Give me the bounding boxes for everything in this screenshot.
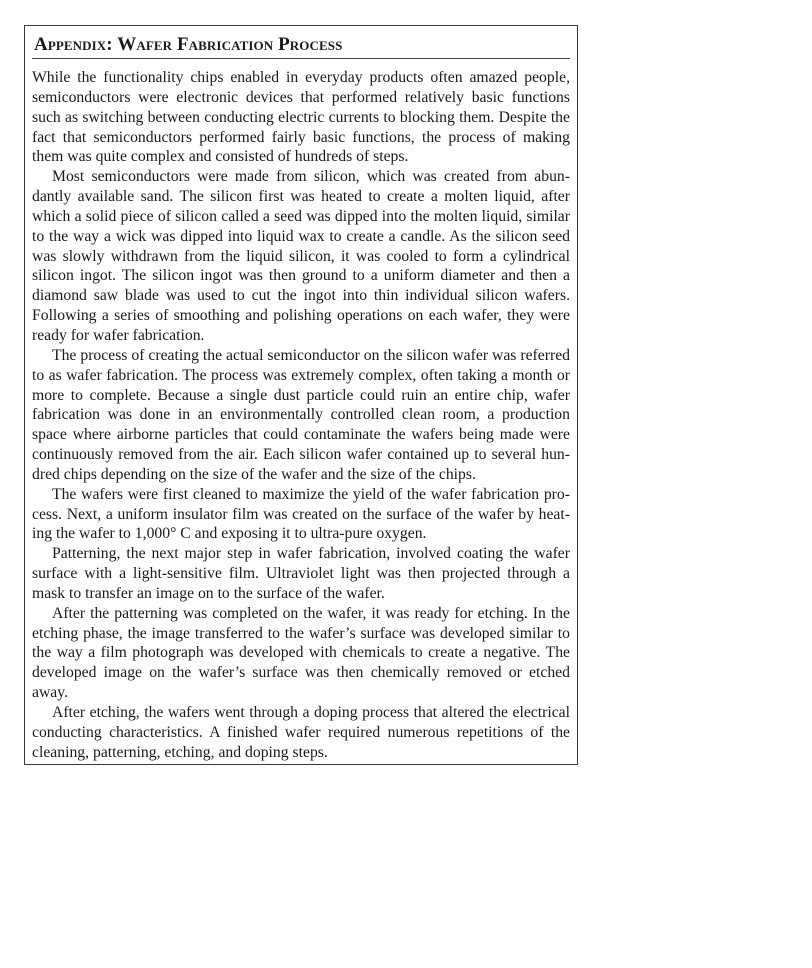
paragraph-cleaning: The wafers were first cleaned to maximize the yield of the wafer fabrication process. Next, a uniform insulator film was created on the surface of the wafer by heating the wafer to 1,000° C and exposing it to ultra-pure oxygen. [32,485,570,543]
appendix-body [32,68,570,763]
appendix-title: Appendix: Wafer Fabrication Process [32,34,570,59]
appendix-box [24,25,578,765]
paragraph-intro: While the functionality chips enabled in everyday products often amazed people, semiconductors were electronic devices that performed relatively basic functions such as switching between conducting electric currents to blocking them. Despite the fact that semiconductors performed fairly basic functions, the process of making them was quite complex and consisted of hundreds of steps. [32,69,570,166]
paragraph-patterning: Patterning, the next major step in wafer fabrication, involved coating the wafer surface with a light-sensitive film. Ultraviolet light was then projected through a mask to transfer an image on to the surface of the wafer. [32,545,570,602]
paragraph-silicon-ingot: Most semiconductors were made from silicon, which was created from abundantly available sand. The silicon first was heated to create a molten liquid, after which a solid piece of silicon called a seed was dipped into the molten liquid, similar to the way a wick was dipped into liquid wax to create a candle. As the silicon seed was slowly withdrawn from the liquid silicon, it was cooled to form a cylindrical silicon ingot. The silicon ingot was then ground to a uniform diameter and then a diamond saw blade was used to cut the ingot into thin individual silicon wafers. Following a series of smoothing and polishing operations on each wafer, they were ready for wafer fabrication. [32,168,570,344]
paragraph-etching: After the patterning was completed on the wafer, it was ready for etching. In the etching phase, the image transferred to the wafer’s surface was developed similar to the way a film photograph was developed with chemicals to create a negative. The developed image on the wafer’s surface was then chemically removed or etched away. [32,604,570,702]
paragraph-doping: After etching, the wafers went through a doping process that altered the electrical conducting characteristics. A finished wafer required numerous repetitions of the cleaning, patterning, etching, and doping steps. [32,704,570,761]
paragraph-wafer-fabrication: The process of creating the actual semiconductor on the silicon wafer was referred to as wafer fabrication. The process was extremely complex, often taking a month or more to complete. Because a single dust particle could ruin an entire chip, wafer fabrication was done in an environmentally controlled clean room, a production space where airborne particles that could contaminate the wafers being made were continuously removed from the air. Each silicon wafer contained up to several hundred chips depending on the size of the wafer and the size of the chips. [32,346,570,483]
